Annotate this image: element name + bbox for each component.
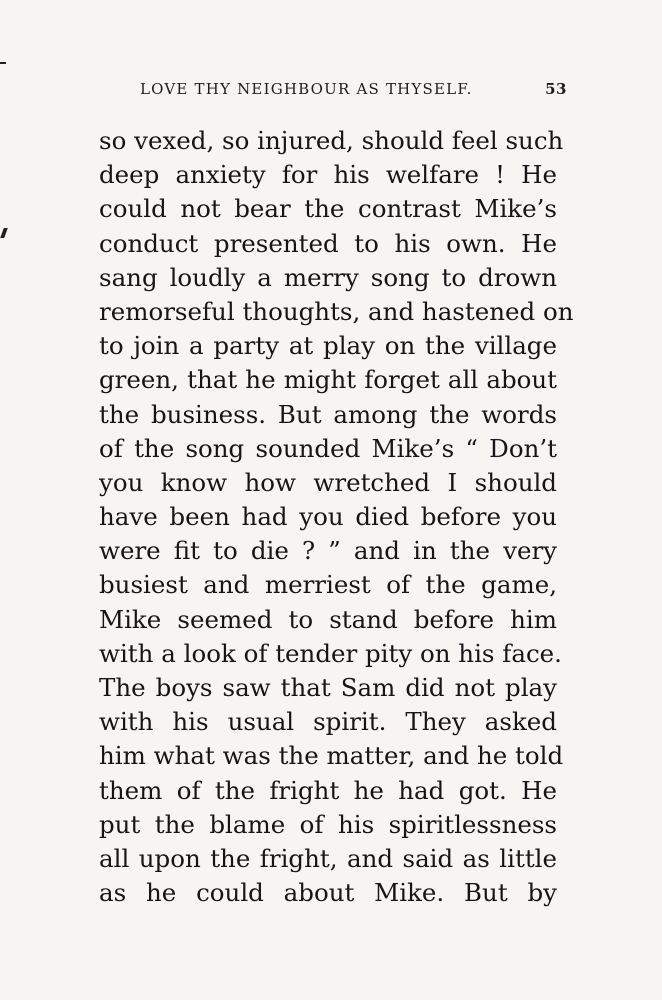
body-text (99, 124, 574, 910)
text-line: as he could about Mike. But by (99, 878, 557, 908)
left-edge-mark (0, 62, 6, 64)
text-line: the business. But among the words (99, 399, 557, 429)
text-line: with a look of tender pity on his face. (99, 638, 562, 668)
text-line: them of the fright he had got. He (99, 775, 557, 805)
text-line: put the blame of his spiritlessness (99, 809, 557, 839)
running-head-title: LOVE THY NEIGHBOUR AS THYSELF. (140, 80, 473, 98)
running-head (140, 80, 567, 106)
text-line: him what was the matter, and he told (99, 741, 564, 771)
text-line: green, that he might forget all about (99, 365, 557, 395)
text-line: were fit to die ? ” and in the very (99, 536, 557, 566)
text-line: you know how wretched I should (99, 467, 557, 497)
text-line: sang loudly a merry song to drown (99, 262, 557, 292)
text-line: The boys saw that Sam did not play (99, 673, 557, 702)
left-edge-tick (0, 228, 8, 238)
text-line: Mike seemed to stand before him (99, 604, 557, 634)
text-line: so vexed, so injured, should feel such (99, 126, 564, 155)
text-line: could not bear the contrast Mike’s (99, 194, 557, 224)
text-line: all upon the fright, and said as little (99, 843, 557, 873)
text-line: with his usual spirit. They asked (99, 707, 557, 737)
text-line: to join a party at play on the village (99, 331, 557, 361)
page-number: 53 (545, 80, 567, 98)
text-line: deep anxiety for his welfare ! He (99, 160, 557, 190)
text-line: remorseful thoughts, and hastened on (99, 296, 574, 326)
text-line: of the song sounded Mike’s “ Don’t (99, 433, 557, 463)
text-line: have been had you died before you (99, 502, 557, 532)
text-line: conduct presented to his own. He (99, 228, 557, 258)
text-line: busiest and merriest of the game, (99, 570, 557, 600)
